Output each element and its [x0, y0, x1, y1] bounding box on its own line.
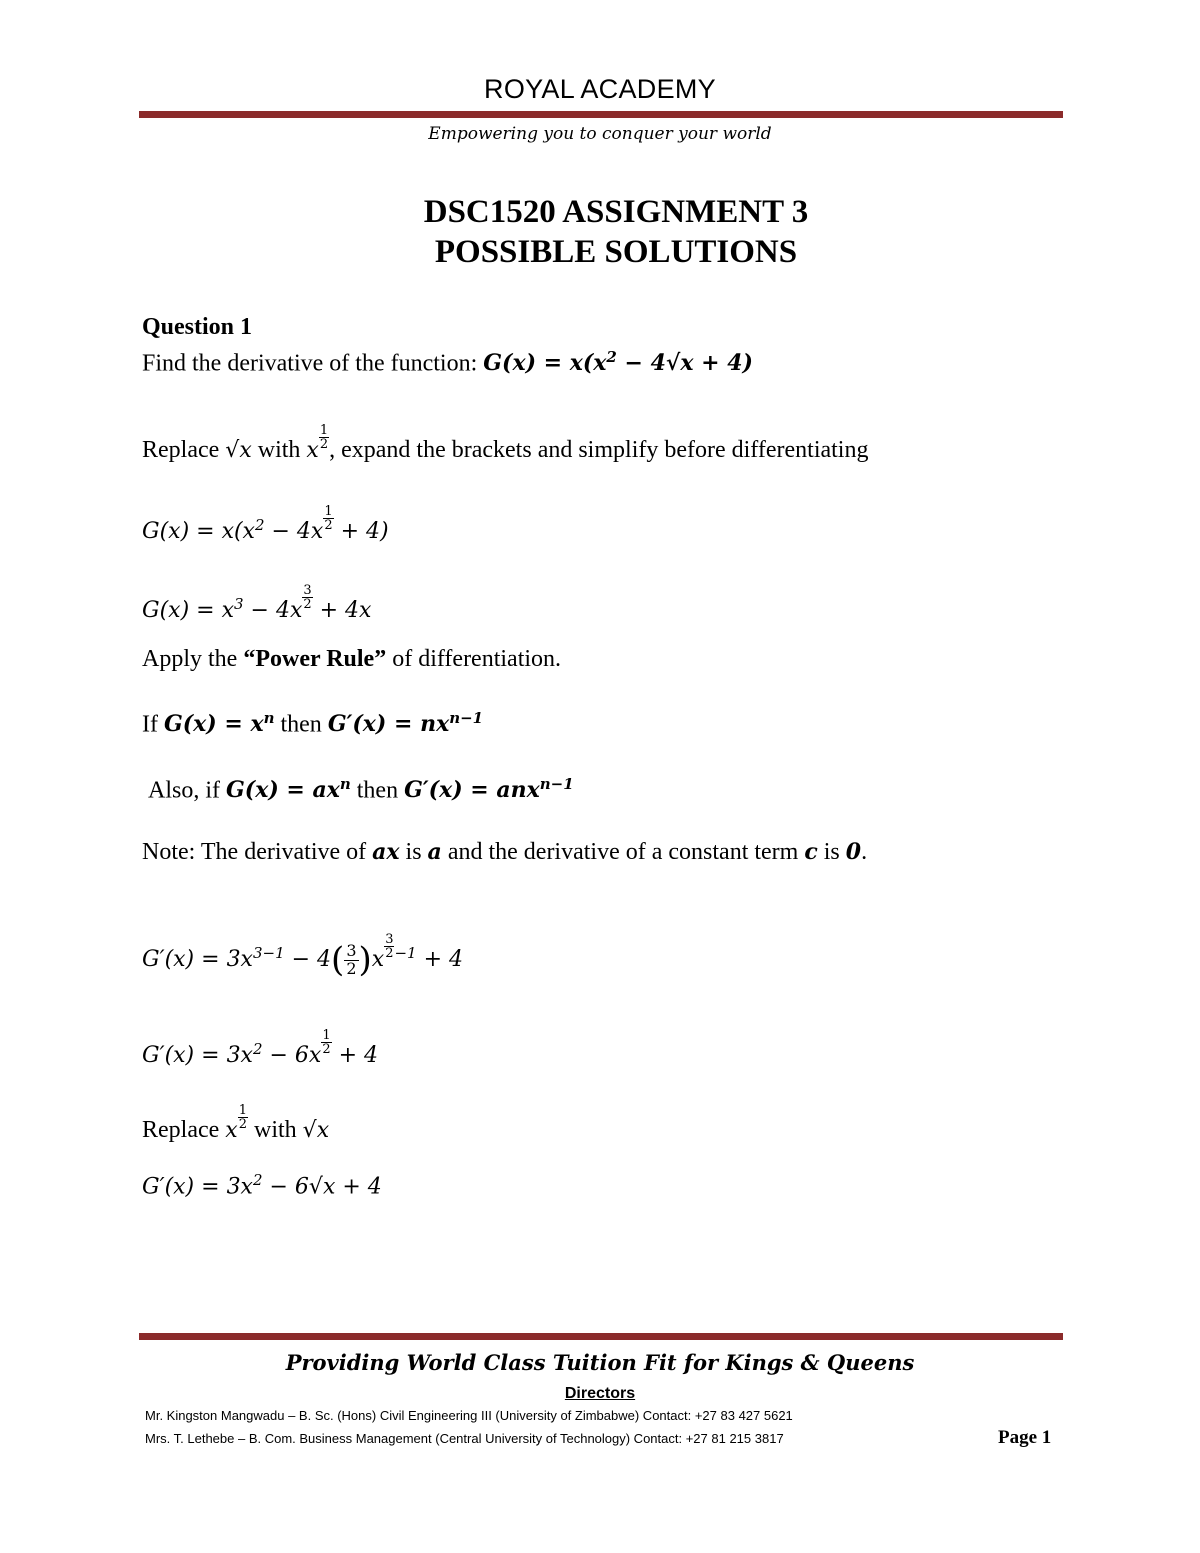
footer-rule: [139, 1333, 1063, 1340]
header-rule: [139, 111, 1063, 118]
footer-motto: Providing World Class Tuition Fit for Kings & Queens: [285, 1350, 915, 1375]
tagline: Empowering you to conquer your world: [428, 124, 772, 144]
doc-title-line1: DSC1520 ASSIGNMENT 3: [423, 194, 809, 230]
prompt-text: Find the derivative of the function:: [142, 350, 478, 377]
director-contact-2: Mrs. T. Lethebe – B. Com. Business Management (Central University of Technology) Contact: +27 81 215 3817: [145, 1431, 784, 1446]
directors-heading: Directors: [564, 1385, 636, 1402]
director-contact-1: Mr. Kingston Mangwadu – B. Sc. (Hons) Civil Engineering III (University of Zimbabwe) Contact: +27 83 427 5621: [145, 1408, 793, 1423]
half-exponent: $\frac{1}{2}$: [319, 423, 329, 452]
power-rule-constant: Also, if $G(x) = ax^n$ then G′(x) = anx$^{n-1}$: [148, 775, 574, 804]
derivative-step-1: $G'(x) = 3x^{3-1} - 4$( $\frac{3}{2}$ )x $\frac{3}{2}$ $^{-1}$ + 4: [142, 932, 464, 981]
note-text: Note: The derivative of ax is a and the derivative of a constant term c is 0.: [142, 839, 868, 865]
replace-back-instruction: Replace x $\frac{1}{2}$ with √x: [142, 1103, 330, 1144]
replace-instruction: Replace √x with x $\frac{1}{2}$ , expand the brackets and simplify before differentiating: [142, 423, 869, 464]
power-rule-label: “Power Rule”: [243, 646, 387, 672]
final-derivative: $G'(x) = 3x^2 - 6√x + 4$: [142, 1171, 382, 1200]
doc-title-line2: POSSIBLE SOLUTIONS: [434, 234, 798, 270]
power-rule-statement: If $G(x) = x^n$ then $G'(x) = nx^{n-1}$: [142, 709, 484, 738]
step-expanded-2: $G(x) = x^3 - 4x$ $\frac{3}{2}$ + 4x: [142, 583, 372, 624]
function-expression: $G(x) = x(x^2 - 4√x + 4)$: [483, 348, 753, 377]
power-rule-text: Apply the “Power Rule” of differentiation.: [142, 646, 562, 672]
question-heading: Question 1: [142, 314, 253, 340]
question-prompt: [142, 348, 753, 377]
derivative-step-2: $G'(x) = 3x^2 - 6x$ $\frac{1}{2}$ + 4: [142, 1028, 379, 1069]
step-expanded-1: $G(x) = x(x^2 - 4x$ $\frac{1}{2}$ + 4): [142, 504, 389, 545]
page-number: Page 1: [998, 1427, 1052, 1448]
org-name: ROYAL ACADEMY: [484, 74, 716, 104]
